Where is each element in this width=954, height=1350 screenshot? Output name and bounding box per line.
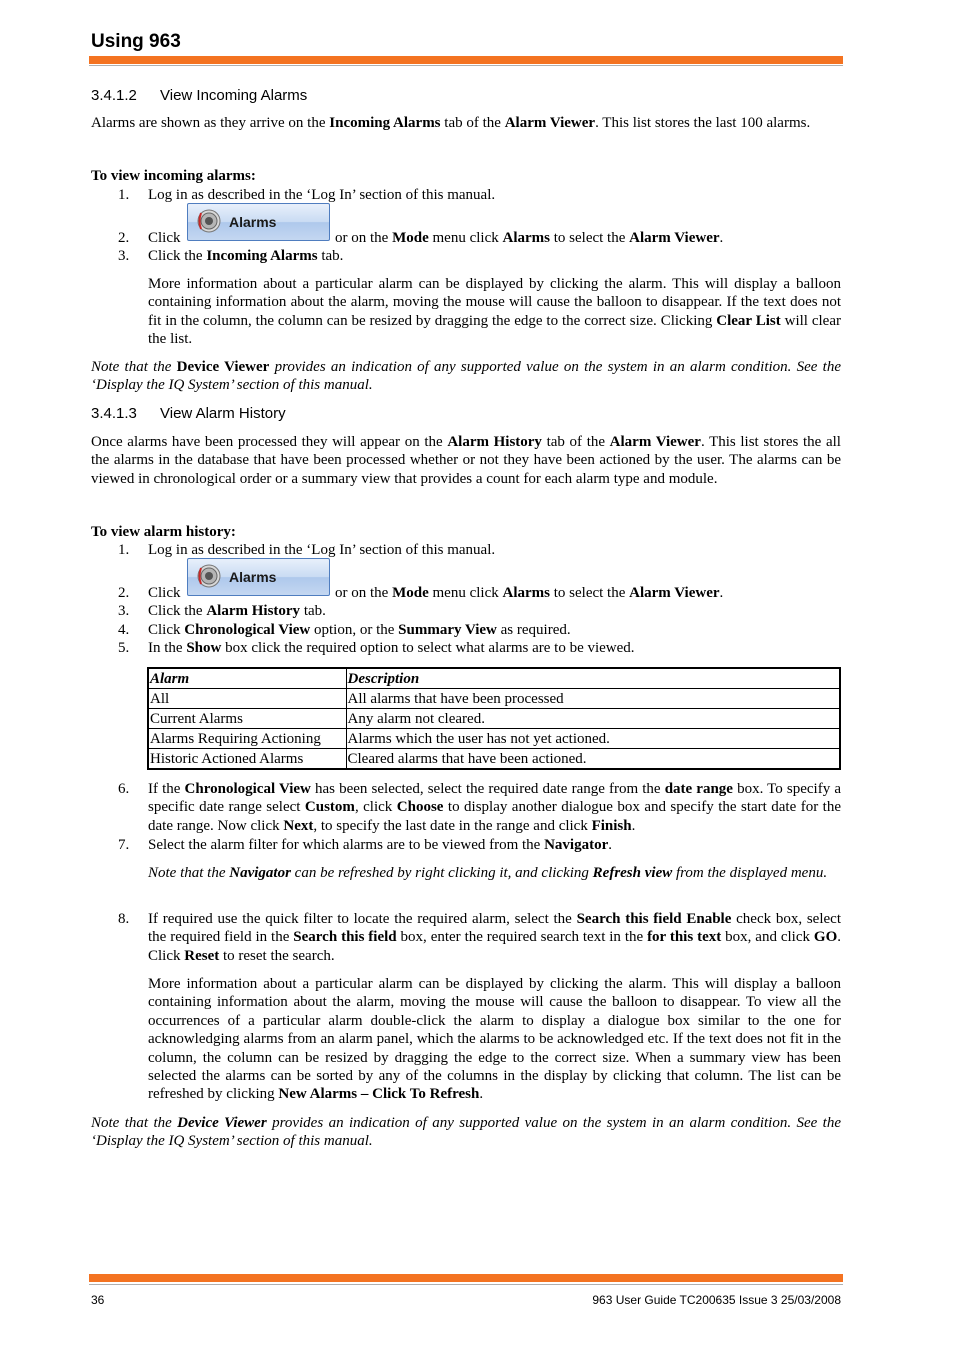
note-navigator: Note that the Navigator can be refreshed by right clicking it, and clicking Refresh view from the displayed menu. (148, 865, 828, 881)
column-header: Description (346, 668, 840, 689)
list-item: 2. Click or on the Mode menu click Alarms to select the Alarm Viewer. (118, 585, 724, 601)
list-item: 5. In the Show box click the required option to select what alarms are to be viewed. (118, 640, 635, 656)
list-item: 7. Select the alarm filter for which alarms are to be viewed from the Navigator. (118, 837, 612, 853)
table-cell: Cleared alarms that have been actioned. (346, 749, 840, 770)
table-row (148, 709, 840, 729)
list-item: 1. Log in as described in the ‘Log In’ section of this manual. (118, 542, 496, 558)
section-number: 3.4.1.2 (91, 87, 137, 104)
table-cell: Alarms which the user has not yet actioned. (346, 729, 840, 749)
table-header-row (148, 668, 840, 689)
table-row (148, 729, 840, 749)
paragraph-more-info-history: More information about a particular alarm can be displayed by clicking the alarm. This will display a balloon containing information about the alarm, moving the mouse will cause the balloon to disappear. To view all the occurrences of a particular alarm double-click the alarm to display a dialogue box similar to the one for acknowledging alarms from an alarm panel, which the alarms to be acknowledged etc. If the text does not fit in the column, the column can be resized by dragging the edge to the correct size. When a summary view has been selected the alarms can be sorted by any of the columns in the display by clicking that column. The list can be refreshed by clicking New Alarms – Click To Refresh. (148, 976, 841, 1103)
table-row (148, 689, 840, 709)
note-device-viewer: Note that the Device Viewer provides an indication of any supported value on the system in an alarm condition. See the ‘Display the IQ System’ section of this manual. (91, 359, 842, 394)
table-row (148, 749, 840, 770)
section-title: View Alarm History (160, 405, 286, 422)
list-item: 2. Click or on the Mode menu click Alarms to select the Alarm Viewer. (118, 230, 724, 246)
alarms-button[interactable]: Alarms (187, 203, 330, 241)
header-rule (89, 56, 843, 64)
header-rule-thin (89, 65, 843, 66)
alarms-button[interactable]: Alarms (187, 558, 330, 596)
alarm-filter-table (147, 667, 841, 770)
paragraph-more-info: More information about a particular alarm can be displayed by clicking the alarm. This will display a balloon containing information about the alarm, moving the mouse will cause the balloon to disappear. If the text does not fit in the column, the column can be resized by dragging the edge to the correct size. Clicking Clear List will clear the list. (148, 276, 841, 348)
running-title: Using 963 (91, 31, 181, 52)
list-item: 1. Log in as described in the ‘Log In’ section of this manual. (118, 187, 496, 203)
table-cell: Historic Actioned Alarms (148, 749, 346, 770)
table-cell: All alarms that have been processed (346, 689, 840, 709)
table-cell: All (148, 689, 346, 709)
document-reference: 963 User Guide TC200635 Issue 3 25/03/2008 (592, 1293, 841, 1307)
section-number: 3.4.1.3 (91, 405, 137, 422)
section-heading-incoming (91, 87, 307, 105)
paragraph-intro-history: Once alarms have been processed they will appear on the Alarm History tab of the Alarm Viewer. This list stores the all the alarms in the database that have been processed whether or not they have been actioned by the user. The alarms can be viewed in chronological order or a summary view that provides a count for each alarm type and module. (91, 434, 841, 487)
list-item: 4. Click Chronological View option, or the Summary View as required. (118, 622, 571, 638)
footer-rule-thin (89, 1284, 843, 1285)
table-cell: Any alarm not cleared. (346, 709, 840, 729)
table-cell: Alarms Requiring Actioning (148, 729, 346, 749)
column-header: Alarm (148, 668, 346, 689)
list-item: 3. Click the Incoming Alarms tab. (118, 248, 344, 264)
list-item: 3. Click the Alarm History tab. (118, 603, 326, 619)
section-heading-history (91, 405, 286, 423)
procedure-lead: To view incoming alarms: (91, 168, 256, 184)
table-cell: Current Alarms (148, 709, 346, 729)
page-number: 36 (91, 1293, 105, 1307)
paragraph-intro-incoming: Alarms are shown as they arrive on the Incoming Alarms tab of the Alarm Viewer. This list stores the last 100 alarms. (91, 115, 811, 131)
footer-rule (89, 1274, 843, 1282)
section-title: View Incoming Alarms (160, 87, 308, 104)
procedure-lead: To view alarm history: (91, 524, 236, 540)
note-device-viewer: Note that the Device Viewer provides an indication of any supported value on the system in an alarm condition. See the ‘Display the IQ System’ section of this manual. (91, 1115, 841, 1150)
